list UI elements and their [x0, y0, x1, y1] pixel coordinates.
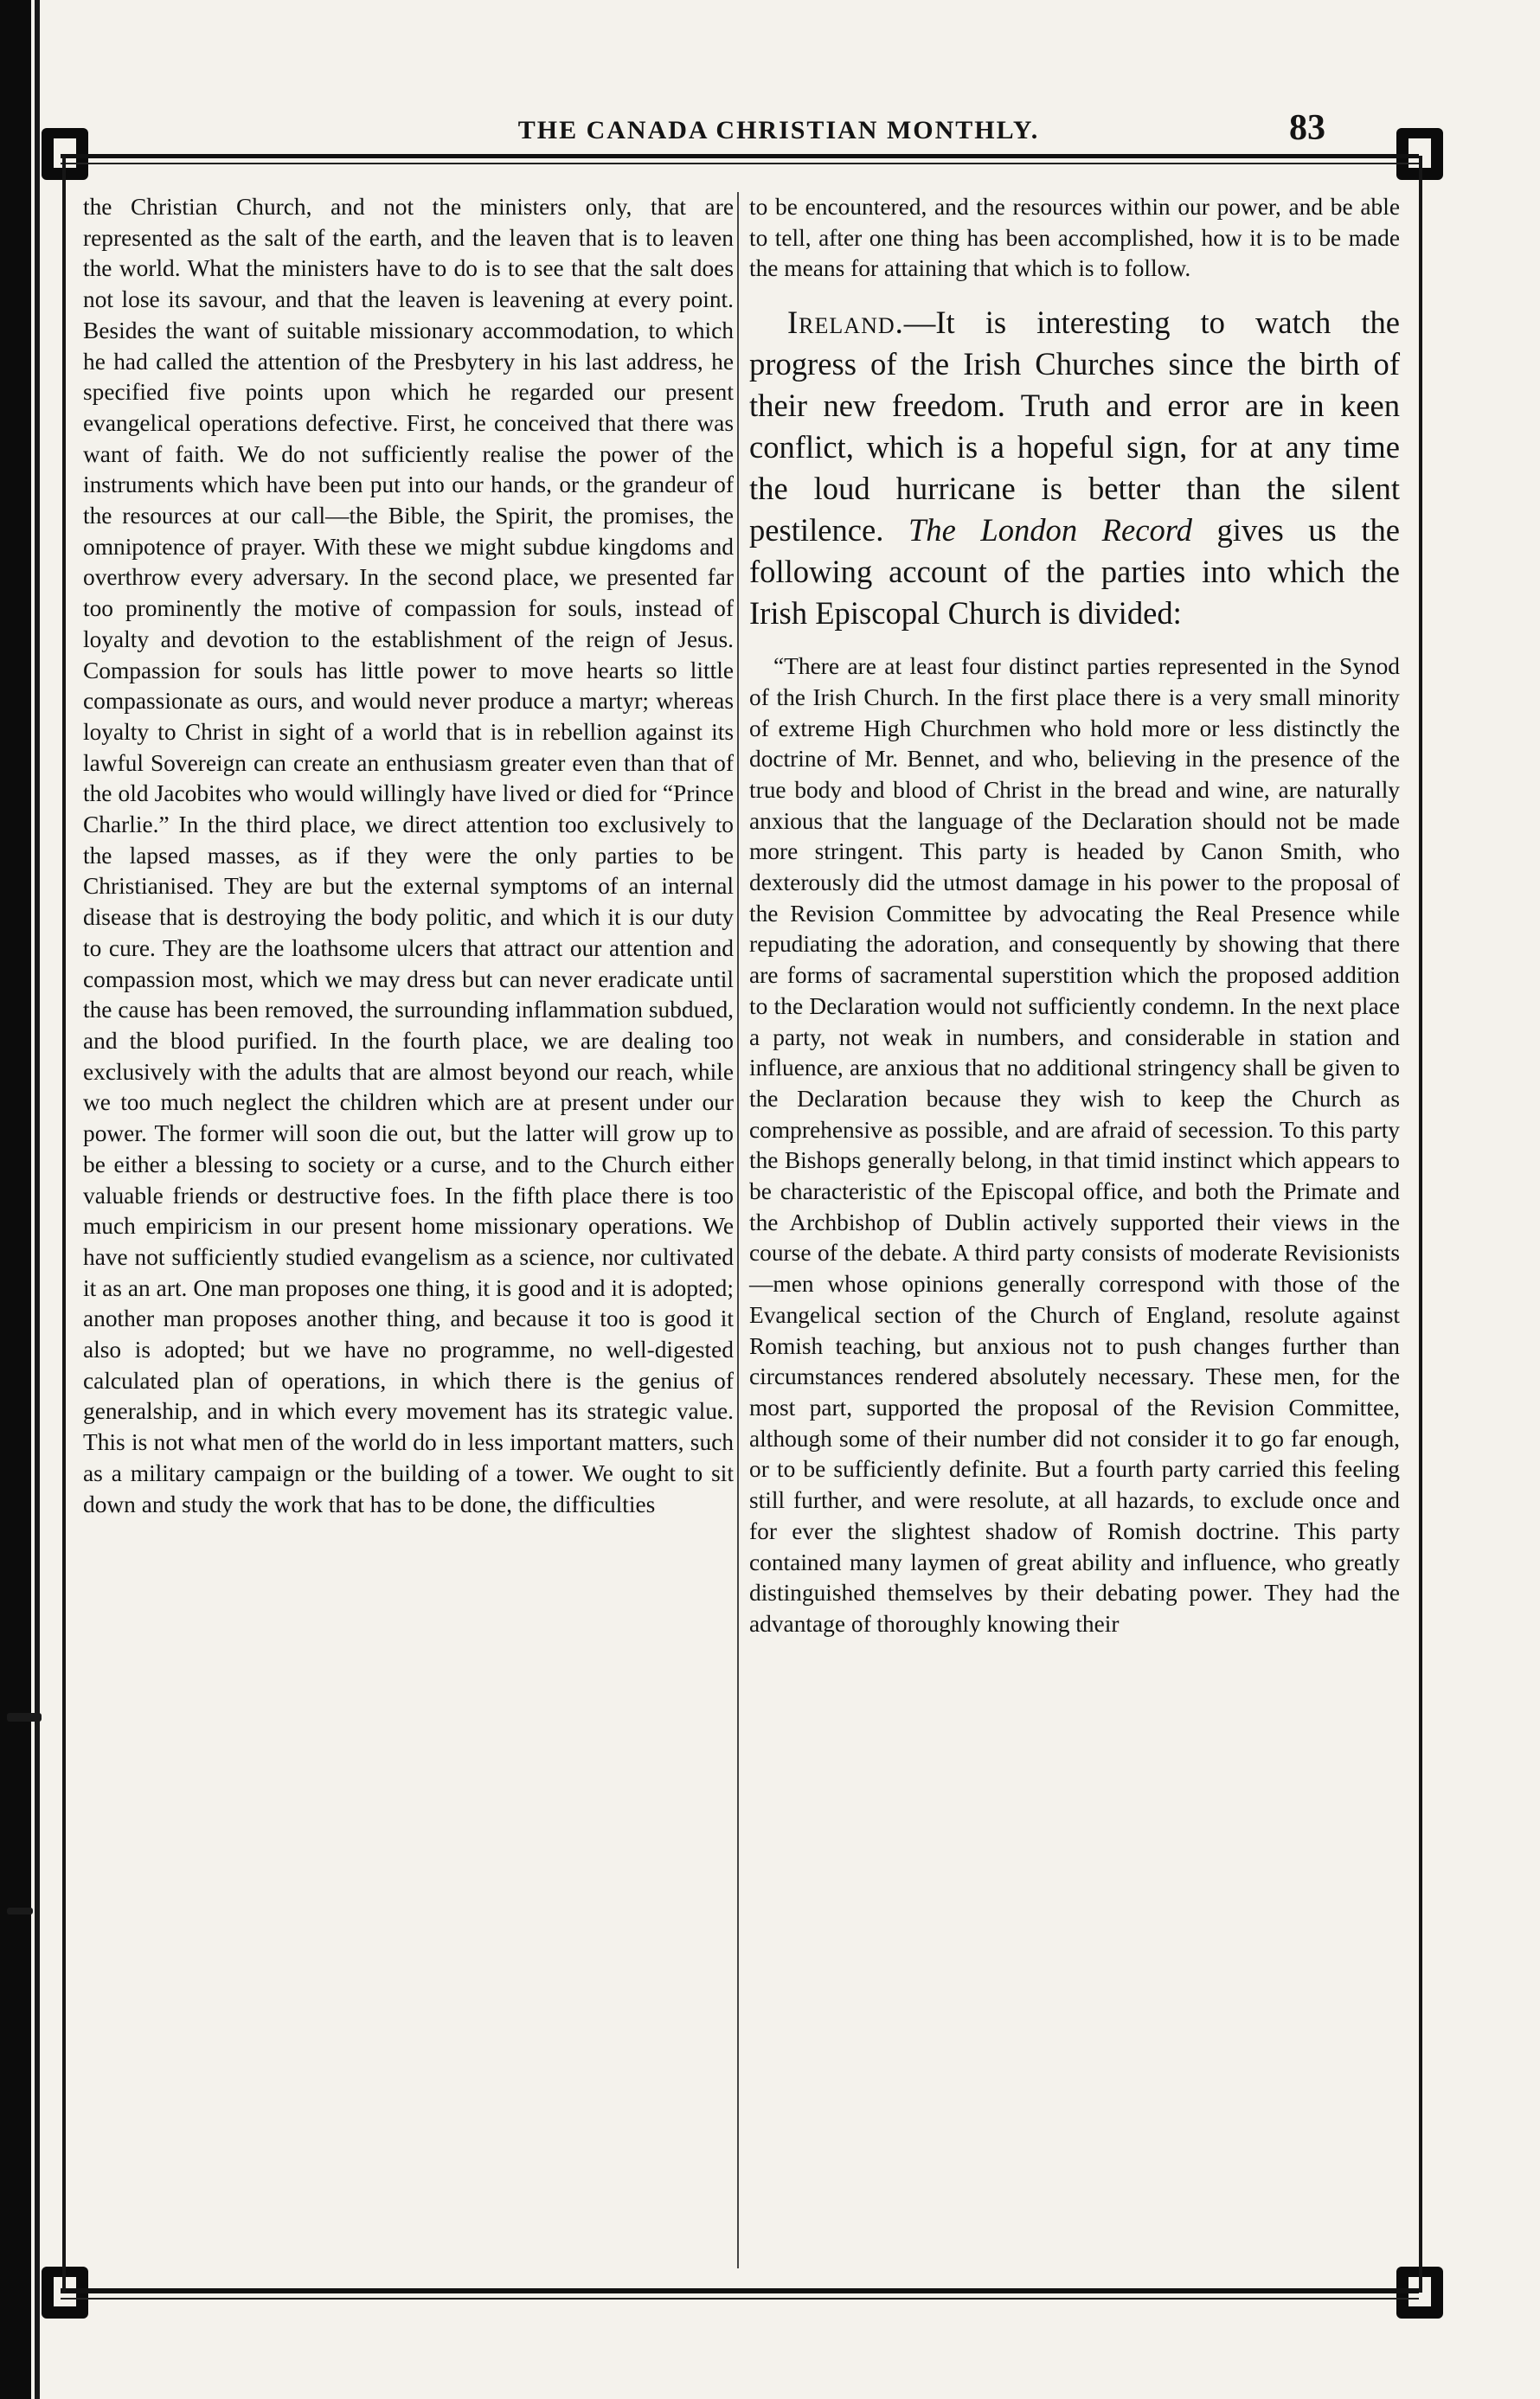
binding-edge-line [35, 0, 40, 2399]
ink-smudge [7, 1908, 33, 1915]
source-title: The London Record [908, 512, 1192, 548]
top-border-rule [61, 154, 1419, 158]
right-border-rule [1419, 156, 1422, 2293]
column-divider [737, 192, 739, 2268]
top-border-rule-thin [61, 163, 1419, 164]
page-number: 83 [1289, 108, 1325, 148]
left-border-rule [62, 156, 66, 2293]
section-intro-a: —It is interesting to watch the progress of the Irish Churches since the birth of their new freedom. Truth and error are in keen conflict, which is a hopeful sign, for at any time the loud hurricane is better than the silent pestilence. [749, 305, 1400, 548]
section-heading: Ireland. [787, 305, 904, 341]
ireland-section-paragraph [749, 302, 1400, 634]
right-column [749, 192, 1400, 1640]
binding-edge [0, 0, 31, 2399]
ink-smudge [7, 1713, 42, 1722]
left-column [83, 192, 734, 1520]
quoted-passage: “There are at least four distinct parties represented in the Synod of the Irish Church. In the first place there is a very small minority of extreme High Churchmen who hold more or less distinctly the doctrine of Mr. Bennet, and who, believing in the presence of the true body and blood of Christ in the bread and wine, are naturally anxious that the language of the Declaration should not be made more stringent. This party is headed by Canon Smith, who dexterously did the utmost damage in his power to the proposal of the Revision Committee by advocating the Real Presence while repudiating the adoration, and consequently by showing that there are forms of sacramental superstition which the proposed addition to the Declaration would not sufficiently condemn. In the next place a party, not weak in numbers, and considerable in station and influence, are anxious that no additional stringency shall be given to the Declaration because they wish to keep the Church as comprehensive as possible, and are afraid of secession. To this party the Bishops generally belong, in that timid instinct which appears to be characteristic of the Episcopal office, and both the Primate and the Archbishop of Dublin actively supported their views in the course of the debate. A third party consists of moderate Revisionists—men whose opinions generally correspond with those of the Evangelical section of the Church of England, resolute against Romish teaching, but anxious not to push changes further than circumstances rendered absolutely necessary. These men, for the most part, supported the proposal of the Revision Committee, although some of their number did not consider it to go far enough, or to be sufficiently definite. But a fourth party carried this feeling still further, and were resolute, at all hazards, to exclude once and for ever the slightest shadow of Romish doctrine. This party contained many laymen of great ability and influence, who greatly distinguished themselves by their debating power. They had the advantage of thoroughly knowing their [749, 653, 1400, 1637]
running-head: THE CANADA CHRISTIAN MONTHLY. [517, 116, 1040, 144]
continuation-paragraph: to be encountered, and the resources within our power, and be able to tell, after one thing has been accomplished, how it is to be made the means for attaining that which is to follow. [749, 194, 1400, 282]
bottom-border-rule-thin [61, 2298, 1419, 2300]
left-column-text: the Christian Church, and not the ministers only, that are represented as the salt of the earth, and the leaven that is to leaven the world. What the ministers have to do is to see that the salt does not lose its savour, and that the leaven is leavening at every point. Besides the want of suitable missionary accommodation, to which he had called the attention of the Presbytery in his last address, he specified five points upon which he regarded our present evangelical operations defective. First, he conceived that there was want of faith. We do not sufficiently realise the power of the instruments which have been put into our hands, or the grandeur of the resources at our call—the Bible, the Spirit, the promises, the omnipotence of prayer. With these we might subdue kingdoms and overthrow every adversary. In the second place, we presented far too prominently the motive of compassion for souls, instead of loyalty and devotion to the establishment of the reign of Jesus. Compassion for souls has little power to move hearts so little compassionate as ours, and would never produce a martyr; whereas loyalty to Christ in sight of a world that is in rebellion against its lawful Sovereign can create an enthusiasm greater even than that of the old Jacobites who would willingly have lived or died for “Prince Charlie.” In the third place, we direct attention too exclusively to the lapsed masses, as if they were the only parties to be Christianised. They are but the external symptoms of an internal disease that is destroying the body politic, and which it is our duty to cure. They are the loathsome ulcers that attract our attention and compassion most, which we may dress but can never eradicate until the cause has been removed, the surrounding inflammation subdued, and the blood purified. In the fourth place, we are dealing too exclusively with the adults that are almost beyond our reach, while we too much neglect the children which are at present under our power. The former will soon die out, but the latter will grow up to be either a blessing to society or a curse, and to the Church either valuable friends or destructive foes. In the fifth place there is too much empiricism in our present home missionary operations. We have not sufficiently studied evangelism as a science, nor cultivated it as an art. One man proposes one thing, it is good and it is adopted; another man proposes another thing, and because it too is good it also is adopted; but we have no programme, no well-digested calculated plan of operations, in which there is the genius of generalship, and in which every movement has its strategic value. This is not what men of the world do in less important matters, such as a military campaign or the building of a tower. We ought to sit down and study the work that has to be done, the difficulties [83, 194, 734, 1517]
section-intro-b: gives us the following account of the parties into which the Irish Episcopal Church is divided: [749, 512, 1401, 632]
bottom-border-rule [61, 2288, 1419, 2293]
